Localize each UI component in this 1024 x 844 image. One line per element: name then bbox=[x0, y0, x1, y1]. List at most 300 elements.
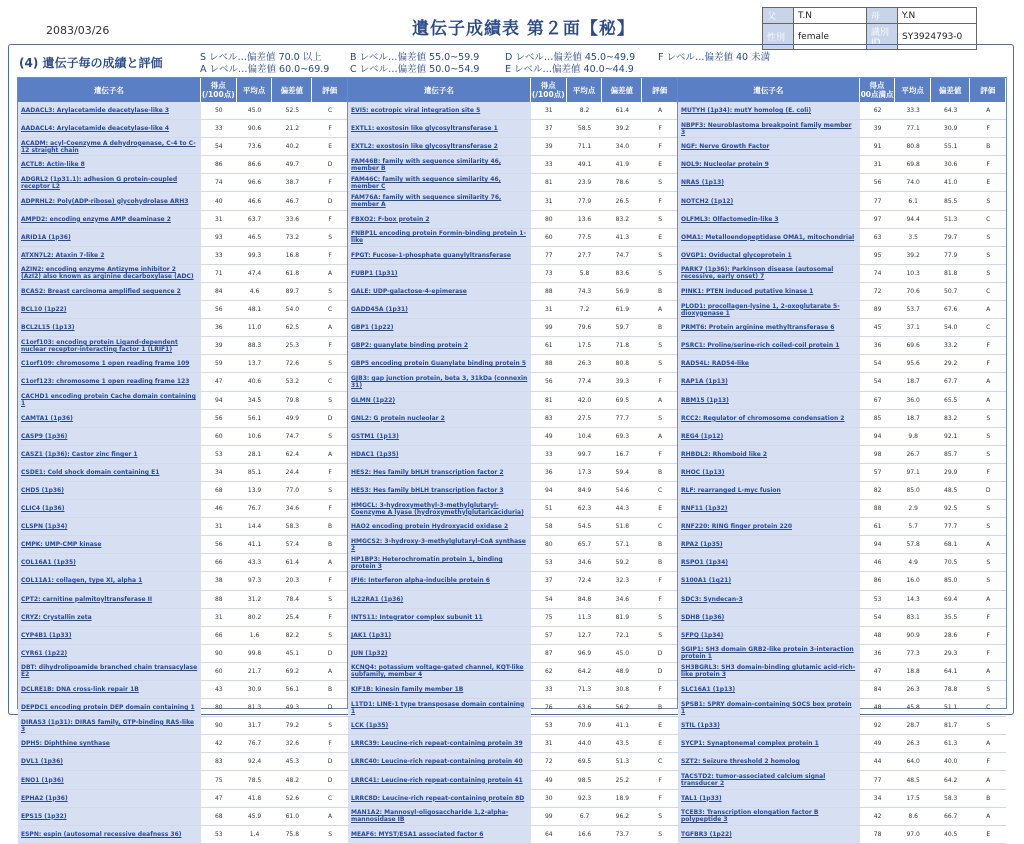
deviation-cell: 57.1 bbox=[615, 541, 630, 549]
average-cell: 8.2 bbox=[579, 107, 590, 115]
score-cell: 31 bbox=[544, 740, 553, 748]
deviation-cell: 61.0 bbox=[285, 812, 300, 820]
grade-cell: S bbox=[658, 830, 663, 838]
table-row bbox=[18, 156, 348, 174]
gene-link[interactable]: ESPN: espin (autosomal recessive deafness 36) bbox=[21, 830, 182, 838]
gene-link[interactable]: EXTL1: exostosin like glycosyltransferase 1 bbox=[351, 125, 498, 133]
gene-link[interactable]: RSPO1 (1p34) bbox=[681, 559, 729, 567]
grade-cell: S bbox=[986, 197, 991, 205]
score-cell: 33 bbox=[544, 686, 553, 694]
gene-link[interactable]: DEPDC1 encoding protein DEP domain containing 1 bbox=[21, 704, 195, 712]
gene-link[interactable]: OMA1: Metalloendopeptidase OMA1, mitochondrial bbox=[681, 233, 855, 241]
average-cell: 90.9 bbox=[906, 631, 920, 639]
score-cell: 60 bbox=[214, 667, 223, 675]
grade-cell: S bbox=[986, 432, 991, 440]
score-cell: 56 bbox=[214, 541, 223, 549]
gene-link[interactable]: LCK (1p35) bbox=[351, 722, 389, 730]
gene-link[interactable]: CYR61 (1p22) bbox=[21, 649, 68, 657]
table-row bbox=[678, 717, 1006, 735]
grade-cell: C bbox=[328, 306, 333, 314]
table-row bbox=[18, 192, 348, 210]
gene-link[interactable]: RCC2: Regulator of chromosome condensation 2 bbox=[681, 414, 845, 422]
table-row bbox=[348, 627, 678, 645]
table-row bbox=[18, 265, 348, 283]
gene-link[interactable]: COL16A1 (1p35) bbox=[21, 559, 76, 567]
gene-link[interactable]: CPT2: carnitine palmitoyltransferase II bbox=[21, 595, 153, 603]
deviation-cell: 73.2 bbox=[285, 233, 300, 241]
gene-link[interactable]: CRYZ: Crystallin zeta bbox=[21, 613, 92, 621]
gene-link[interactable]: GADD45A (1p31) bbox=[351, 306, 408, 314]
gene-link[interactable]: SYCP1: Synaptonemal complex protein 1 bbox=[681, 740, 819, 748]
gene-name-cell bbox=[678, 229, 860, 246]
gene-link[interactable]: LRRC8D: Leucine-rich repeat-containing protein 8D bbox=[351, 794, 525, 802]
gene-link[interactable]: TGFBR3 (1p22) bbox=[681, 830, 732, 838]
gene-link[interactable]: MUTYH (1p34): mutY homolog (E. coli) bbox=[681, 107, 812, 115]
table-row bbox=[678, 174, 1006, 192]
gene-link[interactable]: OVGP1: Oviductal glycoprotein 1 bbox=[681, 251, 792, 259]
gene-link[interactable]: SDHB (1p36) bbox=[681, 613, 725, 621]
deviation-cell: 54.0 bbox=[944, 324, 958, 332]
gene-name-cell bbox=[348, 790, 531, 807]
table-row bbox=[348, 192, 678, 210]
deviation-cell: 69.5 bbox=[615, 396, 630, 404]
gene-name-cell bbox=[348, 319, 531, 336]
grade-cell: S bbox=[658, 342, 663, 350]
gene-link[interactable]: LRRC39: Leucine-rich repeat-containing protein 39 bbox=[351, 740, 523, 748]
gene-link[interactable]: CACHD1 encoding protein Cache domain containing 1 bbox=[21, 393, 196, 408]
grade-cell: S bbox=[328, 487, 333, 495]
gene-link[interactable]: NGF: Nerve Growth Factor bbox=[681, 143, 770, 151]
table-row bbox=[18, 790, 348, 808]
gene-link[interactable]: CSDE1: Cold shock domain containing E1 bbox=[21, 468, 160, 476]
gene-link[interactable]: GLMN (1p22) bbox=[351, 396, 396, 404]
gene-link[interactable]: CLIC4 (1p36) bbox=[21, 505, 65, 513]
gene-link[interactable]: FBXO2: F-box protein 2 bbox=[351, 215, 430, 223]
gene-link[interactable]: MAN1A2: Mannosyl-oligosaccharide 1,2-alpha-mannosidase IB bbox=[351, 809, 509, 824]
grade-cell: F bbox=[328, 613, 332, 621]
gene-link[interactable]: KIF1B: kinesin family member 1B bbox=[351, 686, 464, 694]
deviation-cell: 25.4 bbox=[285, 613, 300, 621]
table-row bbox=[18, 410, 348, 428]
gene-link[interactable]: JAK1 (1p31) bbox=[351, 631, 392, 639]
gene-link[interactable]: AADACL3: Arylacetamide deacetylase-like 3 bbox=[21, 107, 170, 115]
average-cell: 14.4 bbox=[247, 523, 262, 531]
deviation-cell: 59.7 bbox=[615, 324, 630, 332]
gene-link[interactable]: PLOD1: procollagen-lysine 1, 2-oxoglutarate 5-dioxygenase 1 bbox=[681, 302, 840, 317]
gene-link[interactable]: GSTM1 (1p13) bbox=[351, 432, 399, 440]
grade-cell: D bbox=[657, 649, 663, 657]
gene-link[interactable]: BCAS2: Breast carcinoma amplified sequence 2 bbox=[21, 287, 181, 295]
score-cell: 90 bbox=[214, 722, 223, 730]
score-cell: 46 bbox=[873, 559, 882, 567]
gene-link[interactable]: RAD54L: RAD54-like bbox=[681, 360, 750, 368]
deviation-cell: 62.4 bbox=[285, 450, 300, 458]
grade-cell: F bbox=[986, 360, 990, 368]
table-row bbox=[678, 446, 1006, 464]
gene-link[interactable]: SZT2: Seizure threshold 2 homolog bbox=[681, 758, 800, 766]
table-header bbox=[348, 78, 678, 102]
gene-link[interactable]: CMPK: UMP-CMP kinase bbox=[21, 541, 102, 549]
gene-name-cell bbox=[348, 192, 531, 209]
gene-link[interactable]: CASZ1 (1p36): Castor zinc finger 1 bbox=[21, 450, 138, 458]
header-score: 得点 (/100点) bbox=[201, 78, 237, 102]
gene-link[interactable]: DPH5: Diphthine synthase bbox=[21, 740, 110, 748]
table-row bbox=[18, 808, 348, 826]
score-cell: 72 bbox=[544, 758, 553, 766]
gene-link[interactable]: FAM46C: family with sequence similarity 46, member C bbox=[351, 175, 501, 190]
score-cell: 49 bbox=[873, 740, 882, 748]
score-cell: 37 bbox=[544, 577, 553, 585]
gene-link[interactable]: OLFML3: Olfactomedin-like 3 bbox=[681, 215, 779, 223]
gene-link[interactable]: MEAF6: MYST/ESA1 associated factor 6 bbox=[351, 830, 484, 838]
gene-link[interactable]: EPHA2 (1p36) bbox=[21, 794, 68, 802]
score-cell: 33 bbox=[214, 251, 223, 259]
sex-label: 性別 bbox=[763, 24, 794, 50]
deviation-cell: 79.2 bbox=[285, 722, 300, 730]
gene-name-cell bbox=[348, 826, 531, 843]
gene-link[interactable]: BCL2L15 (1p13) bbox=[21, 324, 75, 332]
gene-link[interactable]: CYP4B1 (1p33) bbox=[21, 631, 72, 639]
gene-name-cell bbox=[348, 373, 531, 390]
id-value: SY3924793-0 bbox=[898, 24, 977, 50]
score-cell: 47 bbox=[873, 667, 882, 675]
grade-cell: F bbox=[658, 595, 662, 603]
gene-name-cell bbox=[348, 156, 531, 173]
gene-name-cell bbox=[678, 572, 860, 589]
grade-cell: S bbox=[986, 577, 991, 585]
gene-link[interactable]: IFI6: Interferon alpha-inducible protein 6 bbox=[351, 577, 490, 585]
gene-link[interactable]: COL11A1: collagen, type XI, alpha 1 bbox=[21, 577, 143, 585]
deviation-cell: 39.3 bbox=[615, 378, 630, 386]
gene-link[interactable]: DVL1 (1p36) bbox=[21, 758, 64, 766]
gene-link[interactable]: SLC16A1 (1p13) bbox=[681, 686, 736, 694]
gene-link[interactable]: RPA2 (1p35) bbox=[681, 541, 723, 549]
deviation-cell: 61.8 bbox=[285, 269, 300, 277]
gene-link[interactable]: RNF11 (1p32) bbox=[681, 505, 728, 513]
gene-name-cell bbox=[348, 554, 531, 571]
average-cell: 49.1 bbox=[577, 161, 592, 169]
grade-cell: S bbox=[658, 812, 663, 820]
gene-link[interactable]: JUN (1p32) bbox=[351, 649, 388, 657]
gene-link[interactable]: RNF220: RING finger protein 220 bbox=[681, 523, 793, 531]
gene-link[interactable]: FUBP1 (1p31) bbox=[351, 269, 398, 277]
gene-name-cell bbox=[18, 319, 201, 336]
gene-link[interactable]: CAMTA1 (1p36) bbox=[21, 414, 73, 422]
table-row bbox=[348, 211, 678, 229]
gene-link[interactable]: ACTL8: Actin-like 8 bbox=[21, 161, 85, 169]
gene-link[interactable]: HMGCL: 3-hydroxymethyl-3-methylglutaryl-Coenzyme A lyase (hydroxymethylglutaricaciduria) bbox=[351, 501, 524, 516]
gene-link[interactable]: AMPD2: encoding enzyme AMP deaminase 2 bbox=[21, 215, 171, 223]
grade-cell: S bbox=[986, 722, 991, 730]
gene-link[interactable]: LRRC40: Leucine-rich repeat-containing protein 40 bbox=[351, 758, 523, 766]
average-cell: 57.8 bbox=[906, 541, 920, 549]
gene-link[interactable]: SPSB1: SPRY domain-containing SOCS box protein 1 bbox=[681, 700, 852, 715]
grade-cell: F bbox=[658, 577, 662, 585]
average-cell: 13.6 bbox=[577, 215, 592, 223]
gene-name-cell bbox=[348, 464, 531, 481]
grade-cell: D bbox=[985, 487, 991, 495]
gene-link[interactable]: HAO2 encoding protein Hydroxyacid oxidase 2 bbox=[351, 523, 509, 531]
gene-link[interactable]: FPGT: Fucose-1-phosphate guanylyltransferase bbox=[351, 251, 511, 259]
score-cell: 83 bbox=[544, 414, 553, 422]
gene-link[interactable]: STIL (1p33) bbox=[681, 722, 720, 730]
average-cell: 13.9 bbox=[247, 487, 262, 495]
gene-link[interactable]: SFPQ (1p34) bbox=[681, 631, 724, 639]
gene-link[interactable]: CLSPN (1p34) bbox=[21, 523, 68, 531]
table-row bbox=[678, 753, 1006, 771]
deviation-cell: 34.0 bbox=[615, 143, 630, 151]
table-header bbox=[18, 78, 348, 102]
table-row bbox=[348, 428, 678, 446]
score-cell: 31 bbox=[544, 197, 553, 205]
gene-link[interactable]: GNL2: G protein nucleolar 2 bbox=[351, 414, 445, 422]
deviation-cell: 32.6 bbox=[285, 740, 300, 748]
gene-name-cell bbox=[348, 627, 531, 644]
score-cell: 31 bbox=[214, 215, 223, 223]
table-row bbox=[18, 464, 348, 482]
average-cell: 95.6 bbox=[906, 360, 920, 368]
gene-link[interactable]: PARK7 (1p36): Parkinson disease (autosomal recessive, early onset) 7 bbox=[681, 266, 834, 281]
table-row bbox=[678, 645, 1006, 663]
deviation-cell: 78.6 bbox=[615, 179, 630, 187]
average-cell: 45.8 bbox=[906, 704, 920, 712]
gene-link[interactable]: GBP2: guanylate binding protein 2 bbox=[351, 342, 469, 350]
gene-link[interactable]: HDAC1 (1p35) bbox=[351, 450, 399, 458]
gene-name-cell bbox=[18, 591, 201, 608]
gene-link[interactable]: GALE: UDP-galactose-4-epimerase bbox=[351, 287, 467, 295]
gene-name-cell bbox=[18, 373, 201, 390]
legend-f: F レベル…偏差値 40 未満 bbox=[658, 52, 771, 63]
deviation-cell: 20.3 bbox=[285, 577, 300, 585]
average-cell: 63.7 bbox=[247, 215, 262, 223]
gene-name-cell bbox=[18, 554, 201, 571]
gene-link[interactable]: DCLRE1B: DNA cross-link repair 1B bbox=[21, 686, 139, 694]
gene-link[interactable]: L1TD1: LINE-1 type transposase domain containing 1 bbox=[351, 700, 525, 715]
gene-link[interactable]: CASP9 (1p36) bbox=[21, 432, 68, 440]
deviation-cell: 41.0 bbox=[944, 179, 958, 187]
gene-link[interactable]: NOL9: Nucleolar protein 9 bbox=[681, 161, 769, 169]
table-row bbox=[18, 138, 348, 156]
gene-link[interactable]: AZIN2: encoding enzyme Antizyme inhibitor 2 (AzI2) also known as arginine decarboxylase (ADC) bbox=[21, 266, 194, 281]
gene-link[interactable]: SDC3: Syndecan-3 bbox=[681, 595, 743, 603]
gene-name-cell bbox=[18, 337, 201, 354]
table-row bbox=[348, 102, 678, 120]
deviation-cell: 61.3 bbox=[944, 740, 958, 748]
grade-cell: A bbox=[986, 541, 991, 549]
legend-group-4 bbox=[658, 52, 770, 64]
average-cell: 28.1 bbox=[247, 450, 262, 458]
gene-link[interactable]: TACSTD2: tumor-associated calcium signal transducer 2 bbox=[681, 773, 826, 788]
deviation-cell: 72.6 bbox=[285, 360, 300, 368]
gene-link[interactable]: C1orf103: encoding protein Ligand-dependent nuclear receptor-interacting factor 1 (LRIF1) bbox=[21, 338, 178, 353]
grade-cell: S bbox=[328, 287, 333, 295]
average-cell: 48.1 bbox=[247, 306, 262, 314]
gene-link[interactable]: GBP5 encoding protein Guanylate binding protein 5 bbox=[351, 360, 527, 368]
table-header bbox=[678, 78, 1006, 102]
score-cell: 98 bbox=[873, 450, 882, 458]
gene-link[interactable]: S100A1 (1q21) bbox=[681, 577, 732, 585]
gene-link[interactable]: NBPF3: Neuroblastoma breakpoint family member 3 bbox=[681, 121, 852, 136]
gene-name-cell bbox=[348, 337, 531, 354]
grade-cell: A bbox=[328, 324, 333, 332]
gene-link[interactable]: CHD5 (1p36) bbox=[21, 487, 64, 495]
gene-link[interactable]: LRRC41: Leucine-rich repeat-containing protein 41 bbox=[351, 776, 523, 784]
gene-link[interactable]: SGIP1: SH3 domain GRB2-like protein 3-interaction protein 1 bbox=[681, 646, 854, 661]
score-cell: 71 bbox=[214, 269, 223, 277]
gene-link[interactable]: DBT: dihydrolipoamide branched chain transacylase E2 bbox=[21, 664, 198, 679]
gene-name-cell bbox=[678, 373, 860, 390]
score-cell: 34 bbox=[873, 794, 882, 802]
gene-link[interactable]: INTS11: Integrator complex subunit 11 bbox=[351, 613, 483, 621]
grade-cell: S bbox=[986, 686, 991, 694]
table-row bbox=[678, 138, 1006, 156]
gene-link[interactable]: EPS15 (1p32) bbox=[21, 812, 67, 820]
gene-link[interactable]: EVI5: ecotropic viral integration site 5 bbox=[351, 107, 481, 115]
gene-name-cell bbox=[18, 753, 201, 770]
gene-link[interactable]: FAM76A: family with sequence similarity 76, member A bbox=[351, 194, 502, 209]
gene-link[interactable]: RLF: rearranged L-myc fusion bbox=[681, 487, 781, 495]
gene-link[interactable]: REG4 (1p12) bbox=[681, 432, 724, 440]
deviation-cell: 85.0 bbox=[944, 577, 958, 585]
average-cell: 64.0 bbox=[906, 758, 920, 766]
gene-link[interactable]: HES2: Hes family bHLH transcription factor 2 bbox=[351, 468, 504, 476]
score-cell: 31 bbox=[544, 107, 553, 115]
score-cell: 53 bbox=[214, 450, 223, 458]
gene-link[interactable]: KCNQ4: potassium voltage-gated channel, KQT-like subfamily, member 4 bbox=[351, 664, 524, 679]
gene-link[interactable]: DIRAS3 (1p31): DIRAS family, GTP-binding RAS-like 3 bbox=[21, 718, 194, 733]
gene-name-cell bbox=[678, 699, 860, 716]
average-cell: 83.1 bbox=[906, 613, 920, 621]
average-cell: 72.4 bbox=[577, 577, 592, 585]
deviation-cell: 62.5 bbox=[285, 324, 300, 332]
table-row bbox=[348, 392, 678, 410]
gene-link[interactable]: ATXN7L2: Ataxin 7-like 2 bbox=[21, 251, 105, 259]
score-cell: 36 bbox=[544, 468, 553, 476]
gene-name-cell bbox=[18, 735, 201, 752]
table-row bbox=[18, 699, 348, 717]
gene-link[interactable]: ADPRHL2: Poly(ADP-ribose) glycohydrolase ARH3 bbox=[21, 197, 189, 205]
table-row bbox=[678, 211, 1006, 229]
gene-link[interactable]: HP1BP3: Heterochromatin protein 1, binding protein 3 bbox=[351, 555, 503, 570]
gene-link[interactable]: FAM46B: family with sequence similarity 46, member B bbox=[351, 157, 502, 172]
grade-cell: C bbox=[986, 704, 991, 712]
deviation-cell: 16.8 bbox=[285, 251, 300, 259]
gene-name-cell bbox=[678, 536, 860, 553]
average-cell: 85.0 bbox=[906, 487, 920, 495]
score-cell: 54 bbox=[873, 613, 882, 621]
table-row bbox=[348, 536, 678, 554]
deviation-cell: 64.1 bbox=[944, 667, 958, 675]
gene-link[interactable]: NRAS (1p13) bbox=[681, 179, 724, 187]
gene-link[interactable]: HES3: Hes family bHLH transcription factor 3 bbox=[351, 487, 504, 495]
gene-name-cell bbox=[348, 645, 531, 662]
average-cell: 80.8 bbox=[906, 143, 920, 151]
gene-link[interactable]: BCL10 (1p22) bbox=[21, 306, 67, 314]
grade-cell: F bbox=[658, 794, 662, 802]
gene-link[interactable]: RHOC (1p13) bbox=[681, 468, 725, 476]
gene-link[interactable]: PINK1: PTEN induced putative kinase 1 bbox=[681, 287, 814, 295]
average-cell: 77.5 bbox=[577, 233, 592, 241]
gene-link[interactable]: RHBDL2: Rhomboid like 2 bbox=[681, 450, 768, 458]
deviation-cell: 50.7 bbox=[944, 287, 958, 295]
gene-name-cell bbox=[678, 609, 860, 626]
average-cell: 65.7 bbox=[577, 541, 592, 549]
grade-cell: F bbox=[658, 378, 662, 386]
average-cell: 28.7 bbox=[906, 722, 920, 730]
gene-name-cell bbox=[348, 211, 531, 228]
average-cell: 76.7 bbox=[247, 740, 262, 748]
gene-link[interactable]: EXTL2: exostosin like glycosyltransferase 2 bbox=[351, 143, 498, 151]
gene-name-cell bbox=[678, 663, 860, 680]
gene-name-cell bbox=[348, 247, 531, 264]
table-row bbox=[348, 753, 678, 771]
gene-link[interactable]: C1orf109: chromosome 1 open reading frame 109 bbox=[21, 360, 190, 368]
average-cell: 88.3 bbox=[247, 342, 262, 350]
gene-name-cell bbox=[18, 138, 201, 155]
gene-link[interactable]: ENO1 (1p36) bbox=[21, 776, 64, 784]
average-cell: 23.9 bbox=[577, 179, 592, 187]
deviation-cell: 58.3 bbox=[285, 523, 300, 531]
score-cell: 99 bbox=[544, 812, 553, 820]
gene-link[interactable]: TCEB3: Transcription elongation factor B polypeptide 3 bbox=[681, 809, 819, 824]
gene-link[interactable]: RBM15 (1p13) bbox=[681, 396, 729, 404]
grade-cell: B bbox=[986, 143, 991, 151]
gene-name-cell bbox=[678, 645, 860, 662]
gene-link[interactable]: FNBP1L encoding protein Formin-binding protein 1-like bbox=[351, 230, 526, 245]
table-row bbox=[348, 826, 678, 844]
gene-name-cell bbox=[348, 518, 531, 535]
gene-name-cell bbox=[348, 392, 531, 409]
gene-link[interactable]: PRMT6: Protein arginine methyltransferase 6 bbox=[681, 324, 835, 332]
grade-cell: F bbox=[986, 631, 990, 639]
deviation-cell: 16.7 bbox=[615, 450, 630, 458]
gene-link[interactable]: ACADM: acyl-Coenzyme A dehydrogenase, C-4 to C-12 straight chain bbox=[21, 139, 196, 154]
legend-d: D レベル…偏差値 45.0~49.9 bbox=[505, 52, 636, 63]
table-row bbox=[18, 591, 348, 609]
header-average: 平均点 bbox=[237, 78, 273, 102]
gene-link[interactable]: IL22RA1 (1p36) bbox=[351, 595, 404, 603]
gene-name-cell bbox=[348, 120, 531, 137]
gene-link[interactable]: ARID1A (1p36) bbox=[21, 233, 71, 241]
grade-cell: C bbox=[986, 324, 991, 332]
gene-link[interactable]: NOTCH2 (1p12) bbox=[681, 197, 734, 205]
gene-link[interactable]: SH3BGRL3: SH3 domain-binding glutamic acid-rich-like protein 3 bbox=[681, 664, 856, 679]
table-row bbox=[348, 735, 678, 753]
gene-link[interactable]: PSRC1: Proline/serine-rich coiled-coil protein 1 bbox=[681, 342, 840, 350]
gene-link[interactable]: C1orf123: chromosome 1 open reading frame 123 bbox=[21, 378, 190, 386]
grade-cell: S bbox=[986, 233, 991, 241]
gene-link[interactable]: ADGRL2 (1p31.1): adhesion G protein-coupled receptor L2 bbox=[21, 175, 178, 190]
gene-name-cell bbox=[348, 609, 531, 626]
score-cell: 42 bbox=[873, 812, 882, 820]
average-cell: 99.8 bbox=[247, 649, 262, 657]
gene-link[interactable]: GJB3: gap junction protein, beta 3, 31kDa (connexin 31) bbox=[351, 374, 528, 389]
gene-link[interactable]: TAL1 (1p33) bbox=[681, 794, 722, 802]
gene-link[interactable]: AADACL4: Arylacetamide deacetylase-like 4 bbox=[21, 125, 170, 133]
gene-link[interactable]: GBP1 (1p22) bbox=[351, 324, 394, 332]
gene-link[interactable]: HMGCS2: 3-hydroxy-3-methylglutaryl-CoA synthase 2 bbox=[351, 537, 526, 552]
average-cell: 64.2 bbox=[577, 667, 592, 675]
table-row bbox=[18, 337, 348, 355]
gene-name-cell bbox=[348, 753, 531, 770]
legend-a: A レベル…偏差値 60.0~69.9 bbox=[200, 64, 330, 75]
average-cell: 30.9 bbox=[247, 686, 262, 694]
grade-cell: D bbox=[327, 161, 333, 169]
score-cell: 73 bbox=[544, 269, 553, 277]
gene-name-cell bbox=[18, 102, 201, 119]
average-cell: 62.3 bbox=[577, 505, 592, 513]
gene-link[interactable]: RAP1A (1p13) bbox=[681, 378, 728, 386]
